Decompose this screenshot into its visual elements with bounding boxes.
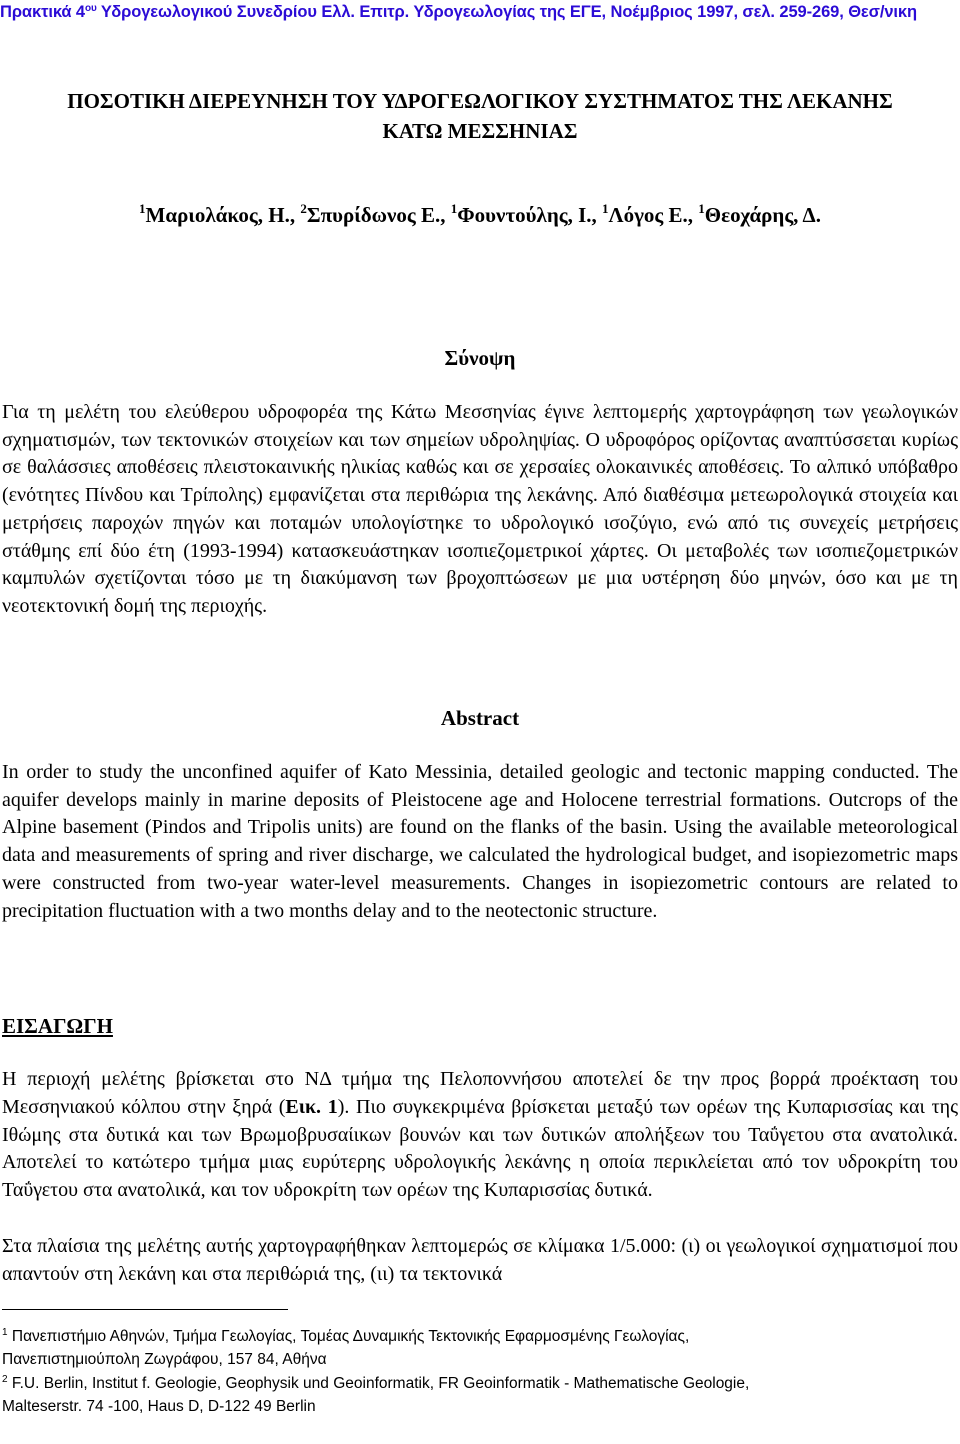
abstract-text: In order to study the unconfined aquifer of Kato Messinia, detailed geologic and tectonic mapping conducted. The aquifer develops mainly in marine deposits of Pleistocene age and Holocene terrestrial formations. Outcrops of the Alpine basement (Pindos and Tripolis units) are found on the flanks of the basin. Using the available meteorological data and measurements of spring and river discharge, we calculated the hydrological budget, and isopiezometric maps were constructed from two-year water-level measurements. Changes in isopiezometric contours are related to precipitation fluctuation with a two months delay and to the neotectonic structure. bbox=[2, 761, 958, 922]
author-affiliation: 1 bbox=[602, 201, 609, 216]
author-affiliation: 1 bbox=[450, 201, 458, 216]
author-name: Λόγος Ε., bbox=[608, 203, 699, 227]
author-name: Μαριολάκος, Η., bbox=[145, 203, 301, 227]
title-line-2: ΚΑΤΩ ΜΕΣΣΗΝΙΑΣ bbox=[382, 119, 578, 143]
footnote-line: Malteserstr. 74 -100, Haus D, D-122 49 Berlin bbox=[2, 1398, 316, 1415]
header-superscript: ου bbox=[84, 3, 97, 14]
author-list bbox=[0, 200, 960, 230]
figure-reference: Εικ. 1 bbox=[285, 1095, 338, 1118]
author-affiliation: 1 bbox=[698, 201, 705, 216]
footnote-divider bbox=[2, 1309, 288, 1310]
footnote-line: Πανεπιστημιούπολη Ζωγράφου, 157 84, Αθήνα bbox=[2, 1351, 327, 1368]
footnote-2 bbox=[2, 1372, 958, 1418]
abstract-heading: Abstract bbox=[440, 706, 520, 730]
introduction-paragraph-1 bbox=[2, 1066, 958, 1205]
author-affiliation: 2 bbox=[300, 201, 307, 216]
synopsis-text: Για τη μελέτη του ελεύθερου υδροφορέα της Κάτω Μεσσηνίας έγινε λεπτομερής χαρτογράφηση των γεωλογικών σχηματισμών, των τεκτονικών στοιχείων και των σημείων υδροληψίας. Ο υδροφόρος ορίζοντας αναπτύσσεται κυρίως σε θαλάσσιες αποθέσεις πλειστοκαινικής ηλικίας καθώς και σε χερσαίες ολοκαινικές αποθέσεις. Το αλπικό υπόβαθρο (ενότητες Πίνδου και Τρίπολης) εμφανίζεται στα περιθώρια της λεκάνης. Από διαθέσιμα μετεωρολογικά στοιχεία και μετρήσεις παροχών πηγών και ποταμών υπολογίστηκε το υδρολογικό ισοζύγιο, ενώ από τις συνεχείς μετρήσεις στάθμης επί δύο έτη (1993-1994) κατασκευάστηκαν ισοπιεζομετρικοί χάρτες. Οι μεταβολές των ισοπιεζομετρικών καμπυλών σχετίζονται τόσο με τη διακύμανση των βροχοπτώσεων με μια υστέρηση δύο μηνών, όσο και με τη νεοτεκτονική δομή της περιοχής. bbox=[2, 401, 958, 617]
introduction-heading: ΕΙΣΑΓΩΓΗ bbox=[2, 1014, 113, 1038]
introduction-paragraph-2: Στα πλαίσια της μελέτης αυτής χαρτογραφήθηκαν λεπτομερώς σε κλίμακα 1/5.000: (ι) οι γεωλογικοί σχηματισμοί που απαντούν στη λεκάνη και στα περιθώριά της, (ιι) τα τεκτονικά bbox=[2, 1235, 958, 1285]
title-line-1: ΠΟΣΟΤΙΚΗ ΔΙΕΡΕΥΝΗΣΗ ΤΟΥ ΥΔΡΟΓΕΩΛΟΓΙΚΟΥ ΣΥΣΤΗΜΑΤΟΣ ΤΗΣ ΛΕΚΑΝΗΣ bbox=[67, 89, 893, 113]
author-name: Θεοχάρης, Δ. bbox=[704, 203, 821, 227]
header-rest: Υδρογεωλογικού Συνεδρίου Ελλ. Επιτρ. Υδρογεωλογίας της ΕΓΕ, Νοέμβριος 1997, σελ. 259-269, Θεσ/νικη bbox=[96, 3, 917, 21]
footnote-1 bbox=[2, 1325, 958, 1371]
proceedings-header bbox=[0, 0, 960, 24]
author-name: Σπυρίδωνος Ε., bbox=[306, 203, 451, 227]
intro-text-before: Η περιοχή μελέτης βρίσκεται στο ΝΔ τμήμα της Πελοποννήσου αποτελεί δε την προς βορρά προέκταση του Μεσσηνιακού κόλπου στην ξηρά ( bbox=[2, 1068, 958, 1118]
footnote-marker: 2 bbox=[2, 1374, 8, 1385]
intro-text-after: ). Πιο συγκεκριμένα βρίσκεται μεταξύ των ορέων της Κυπαρισσίας και της Ιθώμης στα δυτικά και των Βρωμοβρυσαίικων βουνών και των δυτικών απολήξεων του Ταΰγετου στα ανατολικά. Αποτελεί το κατώτερο τμήμα μιας ευρύτερης υδρολογικής λεκάνης η οποία περικλείεται από τον υδροκρίτη του Ταΰγετου στα ανατολικά, και τον υδροκρίτη των ορέων της Κυπαρισσίας δυτικά. bbox=[2, 1095, 958, 1202]
footnote-line: Πανεπιστήμιο Αθηνών, Τμήμα Γεωλογίας, Τομέας Δυναμικής Τεκτονικής Εφαρμοσμένης Γεωλογίας, bbox=[7, 1328, 690, 1345]
synopsis-heading: Σύνοψη bbox=[444, 346, 516, 370]
footnote-line: F.U. Berlin, Institut f. Geologie, Geophysik und Geoinformatik, FR Geoinformatik - Mathematische Geologie, bbox=[7, 1375, 750, 1392]
header-prefix: Πρακτικά 4 bbox=[0, 3, 85, 21]
paper-title bbox=[0, 86, 960, 146]
author-affiliation: 1 bbox=[139, 201, 146, 216]
author-name: Φουντούλης, Ι., bbox=[457, 203, 603, 227]
footnote-marker: 1 bbox=[2, 1327, 8, 1338]
